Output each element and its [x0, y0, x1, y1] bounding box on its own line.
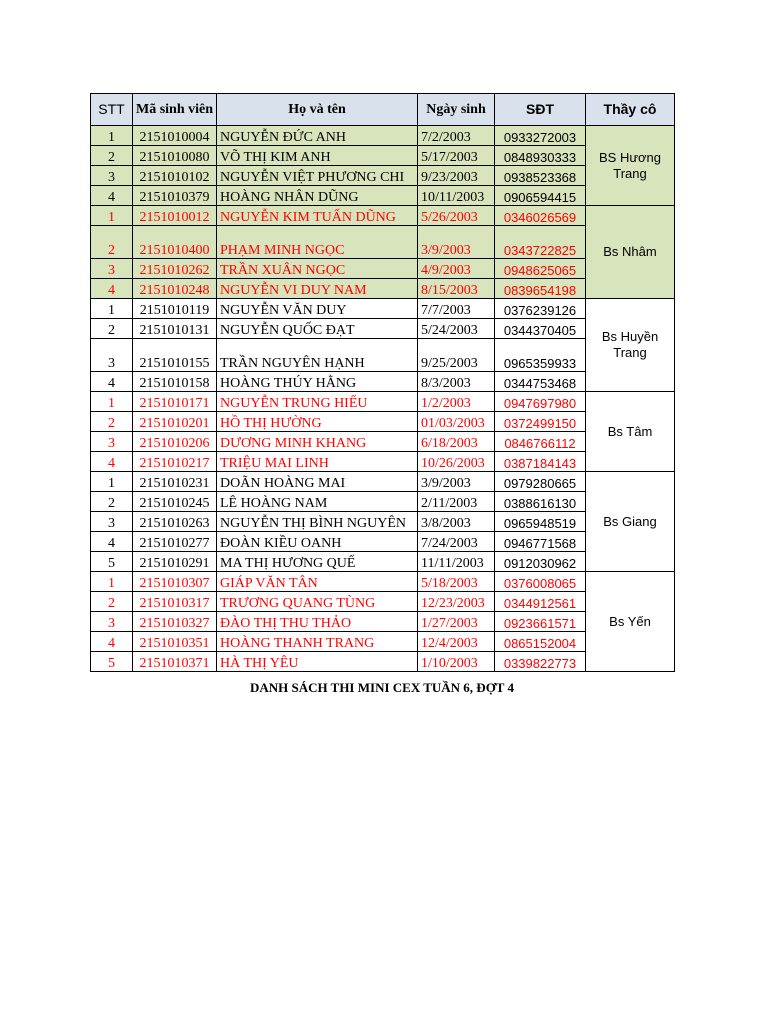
student-id: 2151010155 [133, 339, 217, 372]
row-number: 3 [91, 432, 133, 452]
phone-number: 0839654198 [495, 279, 586, 299]
student-name: NGUYỄN QUỐC ĐẠT [217, 319, 418, 339]
student-id: 2151010379 [133, 186, 217, 206]
phone-number: 0376239126 [495, 299, 586, 319]
header-date-of-birth: Ngày sinh [418, 94, 495, 126]
phone-number: 0965359933 [495, 339, 586, 372]
row-number: 5 [91, 652, 133, 672]
student-name: NGUYỄN ĐỨC ANH [217, 126, 418, 146]
date-of-birth: 11/11/2003 [418, 552, 495, 572]
row-number: 2 [91, 592, 133, 612]
date-of-birth: 6/18/2003 [418, 432, 495, 452]
student-id: 2151010317 [133, 592, 217, 612]
date-of-birth: 5/26/2003 [418, 206, 495, 226]
student-id: 2151010263 [133, 512, 217, 532]
table-row [91, 206, 675, 226]
teacher-name: Bs Tâm [586, 392, 675, 472]
student-id: 2151010131 [133, 319, 217, 339]
phone-number: 0923661571 [495, 612, 586, 632]
row-number: 1 [91, 572, 133, 592]
phone-number: 0376008065 [495, 572, 586, 592]
phone-number: 0846766112 [495, 432, 586, 452]
header-teacher: Thầy cô [586, 94, 675, 126]
student-id: 2151010277 [133, 532, 217, 552]
student-id: 2151010102 [133, 166, 217, 186]
teacher-name: Bs Nhâm [586, 206, 675, 299]
date-of-birth: 10/11/2003 [418, 186, 495, 206]
row-number: 2 [91, 492, 133, 512]
student-id: 2151010248 [133, 279, 217, 299]
phone-number: 0947697980 [495, 392, 586, 412]
date-of-birth: 1/27/2003 [418, 612, 495, 632]
table-row [91, 299, 675, 319]
student-id: 2151010217 [133, 452, 217, 472]
date-of-birth: 8/15/2003 [418, 279, 495, 299]
phone-number: 0906594415 [495, 186, 586, 206]
student-id: 2151010245 [133, 492, 217, 512]
date-of-birth: 1/10/2003 [418, 652, 495, 672]
date-of-birth: 8/3/2003 [418, 372, 495, 392]
row-number: 3 [91, 339, 133, 372]
student-name: DƯƠNG MINH KHANG [217, 432, 418, 452]
phone-number: 0946771568 [495, 532, 586, 552]
phone-number: 0339822773 [495, 652, 586, 672]
header-phone: SĐT [495, 94, 586, 126]
table-row [91, 126, 675, 146]
student-id: 2151010291 [133, 552, 217, 572]
table-row [91, 572, 675, 592]
table-row [91, 472, 675, 492]
phone-number: 0865152004 [495, 632, 586, 652]
row-number: 1 [91, 392, 133, 412]
student-id: 2151010201 [133, 412, 217, 432]
student-name: HOÀNG THÚY HẰNG [217, 372, 418, 392]
student-name: TRẦN XUÂN NGỌC [217, 259, 418, 279]
row-number: 4 [91, 632, 133, 652]
student-id: 2151010158 [133, 372, 217, 392]
student-table [90, 93, 675, 672]
student-id: 2151010171 [133, 392, 217, 412]
student-name: NGUYỄN VĂN DUY [217, 299, 418, 319]
student-id: 2151010307 [133, 572, 217, 592]
date-of-birth: 4/9/2003 [418, 259, 495, 279]
row-number: 4 [91, 279, 133, 299]
header-full-name: Họ và tên [217, 94, 418, 126]
row-number: 2 [91, 319, 133, 339]
student-name: DOÃN HOÀNG MAI [217, 472, 418, 492]
row-number: 3 [91, 512, 133, 532]
teacher-name: Bs Yến [586, 572, 675, 672]
row-number: 3 [91, 166, 133, 186]
student-id: 2151010206 [133, 432, 217, 452]
row-number: 4 [91, 532, 133, 552]
table-row [91, 392, 675, 412]
student-name: ĐÀO THỊ THU THẢO [217, 612, 418, 632]
phone-number: 0372499150 [495, 412, 586, 432]
phone-number: 0933272003 [495, 126, 586, 146]
student-name: HOÀNG NHÂN DŨNG [217, 186, 418, 206]
student-name: TRƯƠNG QUANG TÙNG [217, 592, 418, 612]
student-id: 2151010351 [133, 632, 217, 652]
student-name: GIÁP VĂN TÂN [217, 572, 418, 592]
student-name: HÀ THỊ YÊU [217, 652, 418, 672]
student-id: 2151010119 [133, 299, 217, 319]
row-number: 5 [91, 552, 133, 572]
header-student-id: Mã sinh viên [133, 94, 217, 126]
row-number: 2 [91, 146, 133, 166]
student-name: NGUYỄN KIM TUẤN DŨNG [217, 206, 418, 226]
student-id: 2151010231 [133, 472, 217, 492]
phone-number: 0912030962 [495, 552, 586, 572]
date-of-birth: 12/23/2003 [418, 592, 495, 612]
date-of-birth: 01/03/2003 [418, 412, 495, 432]
row-number: 2 [91, 226, 133, 259]
phone-number: 0387184143 [495, 452, 586, 472]
date-of-birth: 9/23/2003 [418, 166, 495, 186]
phone-number: 0344753468 [495, 372, 586, 392]
header-row [91, 94, 675, 126]
phone-number: 0848930333 [495, 146, 586, 166]
student-id: 2151010262 [133, 259, 217, 279]
student-id: 2151010371 [133, 652, 217, 672]
date-of-birth: 1/2/2003 [418, 392, 495, 412]
student-name: NGUYỄN TRUNG HIẾU [217, 392, 418, 412]
student-id: 2151010400 [133, 226, 217, 259]
row-number: 1 [91, 206, 133, 226]
row-number: 4 [91, 372, 133, 392]
student-id: 2151010004 [133, 126, 217, 146]
phone-number: 0979280665 [495, 472, 586, 492]
table-body [91, 126, 675, 672]
student-name: HOÀNG THANH TRANG [217, 632, 418, 652]
date-of-birth: 7/24/2003 [418, 532, 495, 552]
date-of-birth: 5/17/2003 [418, 146, 495, 166]
student-id: 2151010080 [133, 146, 217, 166]
student-name: TRIỆU MAI LINH [217, 452, 418, 472]
row-number: 4 [91, 452, 133, 472]
phone-number: 0344912561 [495, 592, 586, 612]
student-name: TRẦN NGUYÊN HẠNH [217, 339, 418, 372]
date-of-birth: 3/8/2003 [418, 512, 495, 532]
phone-number: 0938523368 [495, 166, 586, 186]
teacher-name: Bs Huyền Trang [586, 299, 675, 392]
document-title: DANH SÁCH THI MINI CEX TUẦN 6, ĐỢT 4 [249, 680, 514, 695]
date-of-birth: 3/9/2003 [418, 226, 495, 259]
date-of-birth: 5/24/2003 [418, 319, 495, 339]
row-number: 3 [91, 612, 133, 632]
student-name: NGUYỄN VI DUY NAM [217, 279, 418, 299]
phone-number: 0344370405 [495, 319, 586, 339]
phone-number: 0948625065 [495, 259, 586, 279]
row-number: 3 [91, 259, 133, 279]
row-number: 1 [91, 299, 133, 319]
row-number: 1 [91, 472, 133, 492]
student-name: HỒ THỊ HƯỜNG [217, 412, 418, 432]
date-of-birth: 9/25/2003 [418, 339, 495, 372]
date-of-birth: 5/18/2003 [418, 572, 495, 592]
date-of-birth: 10/26/2003 [418, 452, 495, 472]
phone-number: 0965948519 [495, 512, 586, 532]
student-id: 2151010012 [133, 206, 217, 226]
teacher-name: Bs Giang [586, 472, 675, 572]
phone-number: 0343722825 [495, 226, 586, 259]
student-name: ĐOÀN KIỀU OANH [217, 532, 418, 552]
date-of-birth: 2/11/2003 [418, 492, 495, 512]
date-of-birth: 12/4/2003 [418, 632, 495, 652]
phone-number: 0388616130 [495, 492, 586, 512]
row-number: 1 [91, 126, 133, 146]
student-name: PHẠM MINH NGỌC [217, 226, 418, 259]
phone-number: 0346026569 [495, 206, 586, 226]
student-name: NGUYỄN THỊ BÌNH NGUYÊN [217, 512, 418, 532]
student-name: LÊ HOÀNG NAM [217, 492, 418, 512]
date-of-birth: 7/2/2003 [418, 126, 495, 146]
student-name: MA THỊ HƯƠNG QUẾ [217, 552, 418, 572]
row-number: 2 [91, 412, 133, 432]
student-name: NGUYỄN VIỆT PHƯƠNG CHI [217, 166, 418, 186]
student-name: VÕ THỊ KIM ANH [217, 146, 418, 166]
date-of-birth: 7/7/2003 [418, 299, 495, 319]
date-of-birth: 3/9/2003 [418, 472, 495, 492]
header-stt: STT [91, 94, 133, 126]
student-id: 2151010327 [133, 612, 217, 632]
row-number: 4 [91, 186, 133, 206]
teacher-name: BS Hương Trang [586, 126, 675, 206]
